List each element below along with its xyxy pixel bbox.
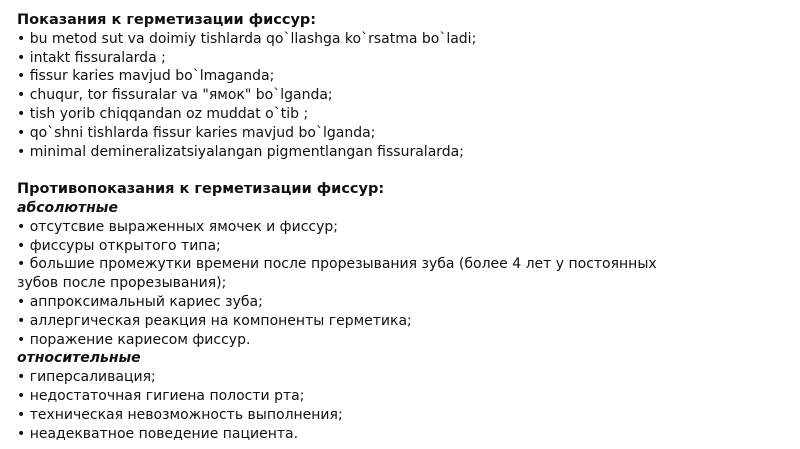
absolute-subheading: абсолютные: [17, 199, 118, 216]
list-item: • minimal demineralizatsiyalangan pigmentlangan fissuralarda;: [17, 143, 464, 160]
list-item: • qo`shni tishlarda fissur karies mavjud bo`lganda;: [17, 124, 376, 141]
list-item: • fissur karies mavjud bo`lmaganda;: [17, 68, 275, 85]
indications-heading: Показания к герметизации фиссур:: [17, 12, 317, 28]
list-item: • отсутсвие выраженных ямочек и фиссур;: [17, 218, 339, 235]
absolute-list: [17, 218, 787, 350]
relative-list: [17, 368, 787, 443]
document-body: [17, 11, 787, 443]
list-item: • поражение кариесом фиссур.: [17, 331, 251, 348]
indications-list: [17, 30, 787, 162]
list-item: • фиссуры открытого типа;: [17, 237, 221, 254]
list-item: • аппроксимальный кариес зуба;: [17, 293, 263, 310]
list-item: • intakt fissuralarda ;: [17, 49, 166, 66]
list-item: • bu metod sut va doimiy tishlarda qo`llashga ko`rsatma bo`ladi;: [17, 30, 477, 47]
list-item: • tish yorib chiqqandan oz muddat o`tib ;: [17, 105, 309, 122]
list-item: • большие промежутки времени после прорезывания зуба (более 4 лет у постоянных зубов после прорезывания);: [17, 256, 657, 292]
contraindications-heading: Противопоказания к герметизации фиссур:: [17, 181, 385, 198]
list-item: • гиперсаливация;: [17, 369, 156, 386]
list-item: • техническая невозможность выполнения;: [17, 406, 343, 423]
list-item: • chuqur, tor fissuralar va "ямок" bo`lganda;: [17, 87, 333, 104]
relative-subheading: относительные: [17, 350, 141, 367]
section-spacer: [17, 161, 787, 180]
list-item: • аллергическая реакция на компоненты герметика;: [17, 312, 412, 329]
list-item: • недостаточная гигиена полости рта;: [17, 387, 305, 404]
list-item: • неадекватное поведение пациента.: [17, 425, 299, 442]
